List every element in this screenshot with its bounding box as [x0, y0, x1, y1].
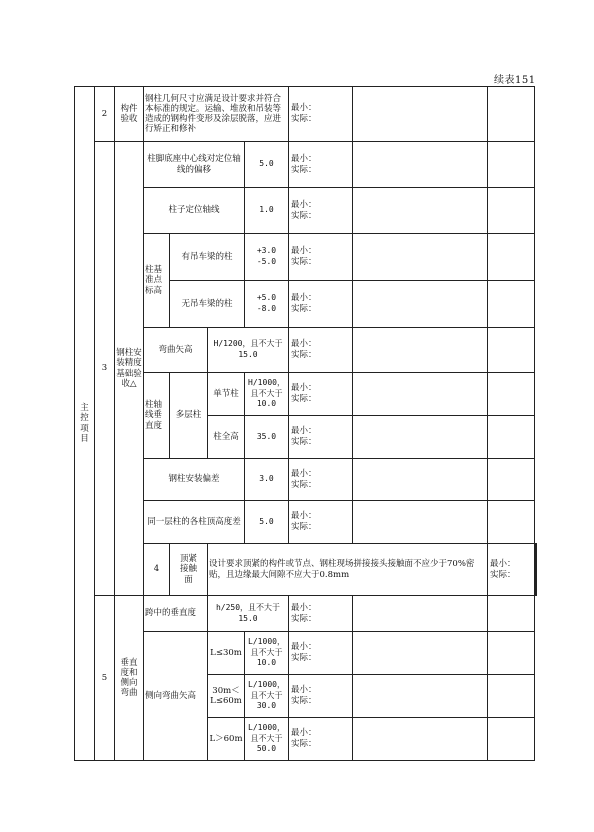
result-cell[interactable]: [353, 234, 488, 281]
measure-cell[interactable]: 最小： 实际：: [289, 328, 353, 373]
item-title: 构件 验收: [115, 87, 144, 142]
check-item: 单节柱: [208, 373, 245, 416]
tolerance: 5.0: [245, 501, 289, 544]
result-cell[interactable]: [353, 596, 488, 632]
table-row: [75, 234, 537, 281]
measure-cell[interactable]: 最小： 实际：: [289, 718, 353, 761]
result-cell[interactable]: [353, 373, 488, 416]
result-cell[interactable]: [353, 501, 488, 544]
table-row: [75, 142, 537, 188]
result-cell[interactable]: [353, 142, 488, 188]
result-cell[interactable]: [353, 188, 488, 234]
tolerance: 3.0: [245, 459, 289, 501]
table-row: [75, 87, 537, 142]
item-description: 钢柱几何尺寸应满足设计要求并符合本标准的规定。运输、堆放和吊装等造成的钢构件变形及涂层脱落，应进行矫正和修补: [144, 87, 289, 142]
check-item: 跨中的垂直度: [144, 596, 208, 632]
item-description: 设计要求顶紧的构件或节点、钢柱现场拼接接头接触面不应少于70%密贴，且边缘最大间隙不应大于0.8mm: [208, 544, 488, 596]
span-range: 30m＜L≤60m: [208, 675, 245, 718]
remark-cell[interactable]: [488, 87, 535, 142]
measure-cell[interactable]: 最小： 实际：: [289, 416, 353, 459]
table-row: [75, 501, 537, 544]
remark-cell[interactable]: [536, 544, 537, 596]
tolerance: H/1000，且不大于10.0: [245, 373, 289, 416]
remark-cell[interactable]: [488, 718, 535, 761]
measure-cell[interactable]: 最小： 实际：: [289, 459, 353, 501]
tolerance: L/1000，且不大于10.0: [245, 632, 289, 675]
table-row: [75, 544, 537, 596]
tolerance: 5.0: [245, 142, 289, 188]
check-item: 柱子定位轴线: [144, 188, 245, 234]
result-cell[interactable]: [353, 718, 488, 761]
check-item: 多层柱: [170, 373, 208, 459]
group-label: 主 控 项 目: [75, 87, 95, 761]
remark-cell[interactable]: [488, 234, 535, 281]
result-cell[interactable]: [353, 416, 488, 459]
result-cell[interactable]: [353, 459, 488, 501]
remark-cell[interactable]: [488, 281, 535, 328]
measure-cell[interactable]: 最小： 实际：: [289, 373, 353, 416]
sub-group-label: 柱轴 线垂 直度: [144, 373, 170, 459]
check-item: 无吊车梁的柱: [170, 281, 245, 328]
item-title: 顶紧 接触 面: [170, 544, 208, 596]
remark-cell[interactable]: [488, 328, 535, 373]
measure-cell[interactable]: 最小： 实际：: [289, 675, 353, 718]
remark-cell[interactable]: [488, 596, 535, 632]
span-range: L＞60m: [208, 718, 245, 761]
remark-cell[interactable]: [488, 373, 535, 416]
remark-cell[interactable]: [488, 459, 535, 501]
table-row: [75, 373, 537, 416]
row-number: 2: [95, 87, 115, 142]
remark-cell[interactable]: [488, 188, 535, 234]
check-item: 有吊车梁的柱: [170, 234, 245, 281]
measure-cell[interactable]: 最小： 实际：: [289, 281, 353, 328]
item-title: 垂直 度和 侧向 弯曲: [115, 596, 144, 761]
table-row: [75, 459, 537, 501]
measure-cell[interactable]: 最小： 实际：: [289, 142, 353, 188]
tolerance: 1.0: [245, 188, 289, 234]
span-range: L≤30m: [208, 632, 245, 675]
tolerance: 35.0: [245, 416, 289, 459]
check-item: 钢柱安装偏差: [144, 459, 245, 501]
measure-cell[interactable]: 最小： 实际：: [289, 632, 353, 675]
check-item: 侧向弯曲矢高: [144, 632, 208, 761]
check-item: 同一层柱的各柱顶高度差: [144, 501, 245, 544]
row-number: 5: [95, 596, 115, 761]
check-item: 柱全高: [208, 416, 245, 459]
check-item: 弯曲矢高: [144, 328, 208, 373]
result-cell[interactable]: [353, 675, 488, 718]
inspection-table: [74, 86, 537, 761]
tolerance: L/1000，且不大于50.0: [245, 718, 289, 761]
tolerance: +5.0 -8.0: [245, 281, 289, 328]
sub-group-label: 柱基 准点 标高: [144, 234, 170, 328]
tolerance: H/1200，且不大于15.0: [208, 328, 289, 373]
result-cell[interactable]: [353, 328, 488, 373]
measure-cell[interactable]: 最小： 实际：: [289, 234, 353, 281]
tolerance: h/250，且不大于15.0: [208, 596, 289, 632]
result-cell[interactable]: [353, 87, 488, 142]
row-number: 4: [144, 544, 170, 596]
measure-cell[interactable]: 最小： 实际：: [289, 596, 353, 632]
result-cell[interactable]: [353, 632, 488, 675]
remark-cell[interactable]: [488, 501, 535, 544]
tolerance: +3.0 -5.0: [245, 234, 289, 281]
result-cell[interactable]: [353, 281, 488, 328]
row-number: 3: [95, 142, 115, 596]
remark-cell[interactable]: [488, 675, 535, 718]
remark-cell[interactable]: [488, 142, 535, 188]
table-caption: 续表151: [494, 75, 536, 86]
remark-cell[interactable]: [488, 416, 535, 459]
table-row: [75, 188, 537, 234]
tolerance: L/1000，且不大于30.0: [245, 675, 289, 718]
check-item: 柱脚底座中心线对定位轴线的偏移: [144, 142, 245, 188]
measure-cell[interactable]: 最小： 实际：: [289, 501, 353, 544]
remark-cell[interactable]: [488, 632, 535, 675]
item-title: 钢柱安 装精度 基础验 收△: [115, 142, 144, 596]
table-row: [75, 596, 537, 632]
table-row: [75, 328, 537, 373]
measure-cell[interactable]: 最小： 实际：: [488, 544, 535, 596]
measure-cell[interactable]: 最小： 实际：: [289, 188, 353, 234]
table-row: [75, 632, 537, 675]
measure-cell[interactable]: 最小： 实际：: [289, 87, 353, 142]
